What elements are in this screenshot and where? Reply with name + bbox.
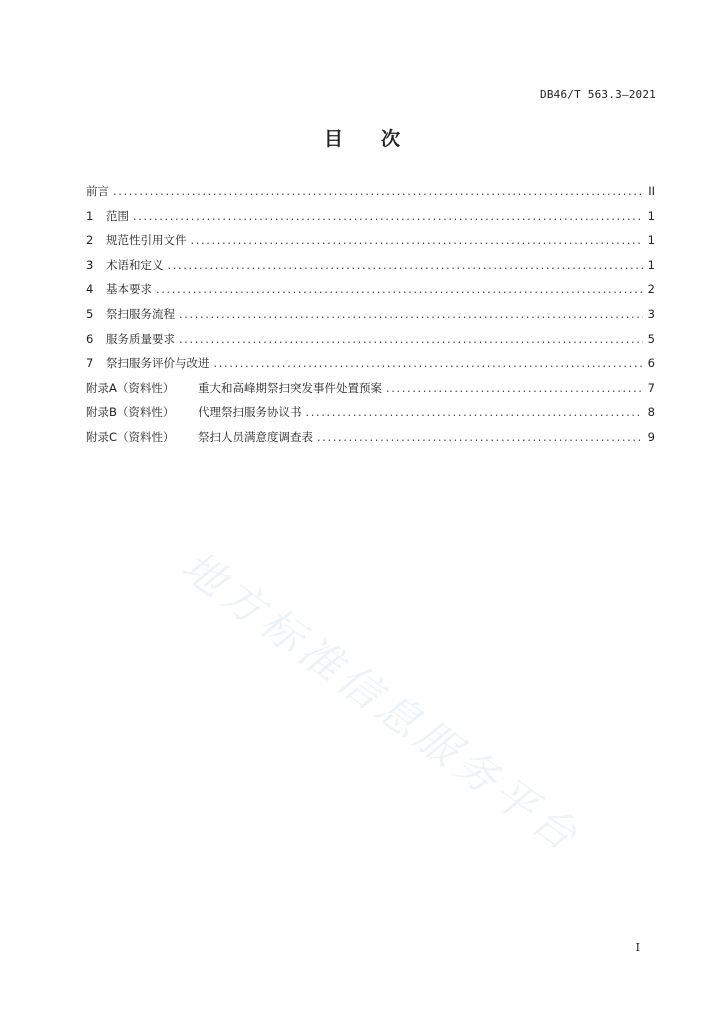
toc-entry-appendix-b[interactable] [86, 404, 655, 429]
dot-leader [386, 381, 643, 395]
page-number: I [635, 941, 640, 954]
toc-entry-number: 1 [86, 208, 94, 223]
document-code: DB46/T 563.3—2021 [540, 88, 656, 101]
toc-entry-evaluation-improvement[interactable] [86, 355, 655, 380]
toc-appendix-prefix: 附录A（资料性） [86, 380, 175, 395]
toc-entry-page: 5 [647, 331, 655, 346]
toc-entry-label: 服务质量要求 [106, 331, 175, 346]
dot-leader [179, 307, 643, 321]
toc-entry-label: 代理祭扫服务协议书 [198, 405, 302, 420]
toc-entry-terms-definitions[interactable] [86, 257, 655, 282]
toc-entry-page: 2 [647, 282, 655, 297]
toc-entry-page: 1 [647, 233, 655, 248]
toc-entry-label: 祭扫服务流程 [106, 306, 175, 321]
toc-entry-scope[interactable] [86, 208, 655, 233]
toc-entry-label: 规范性引用文件 [106, 233, 187, 248]
dot-leader [113, 184, 643, 198]
toc-entry-page: 8 [647, 405, 655, 420]
toc-entry-label: 前言 [86, 184, 109, 198]
toc-entry-page: 1 [647, 208, 655, 223]
toc-entry-label: 祭扫人员满意度调查表 [198, 429, 313, 444]
watermark: 地方标准信息服务平台 [172, 541, 591, 863]
dot-leader [306, 405, 644, 419]
toc-entry-number: 4 [86, 282, 94, 297]
toc-appendix-prefix: 附录B（资料性） [86, 405, 175, 420]
toc-entry-label: 术语和定义 [106, 257, 164, 272]
dot-leader [179, 332, 643, 346]
page-title-char-2: 次 [381, 128, 401, 150]
toc-appendix-prefix: 附录C（资料性） [86, 429, 175, 444]
dot-leader [214, 356, 644, 370]
toc-entry-label: 重大和高峰期祭扫突发事件处置预案 [198, 380, 382, 395]
toc-entry-label: 范围 [106, 208, 129, 223]
toc-entry-page: 1 [647, 257, 655, 272]
dot-leader [317, 430, 643, 444]
toc-entry-normative-references[interactable] [86, 232, 655, 257]
toc-entry-number: 2 [86, 233, 94, 248]
table-of-contents [86, 183, 655, 454]
toc-entry-service-quality[interactable] [86, 331, 655, 356]
toc-entry-appendix-a[interactable] [86, 380, 655, 405]
toc-entry-appendix-c[interactable] [86, 429, 655, 454]
toc-entry-number: 7 [86, 356, 94, 371]
toc-entry-basic-requirements[interactable] [86, 281, 655, 306]
toc-entry-foreword[interactable] [86, 183, 655, 208]
toc-entry-service-process[interactable] [86, 306, 655, 331]
toc-entry-page: 7 [647, 380, 655, 395]
dot-leader [133, 209, 643, 223]
toc-entry-page: II [648, 184, 655, 198]
toc-entry-page: 9 [647, 429, 655, 444]
toc-entry-number: 5 [86, 306, 94, 321]
toc-entry-label: 基本要求 [106, 282, 152, 297]
toc-entry-page: 3 [647, 306, 655, 321]
dot-leader [156, 282, 643, 296]
toc-entry-page: 6 [647, 356, 655, 371]
page-title [0, 124, 724, 151]
toc-entry-label: 祭扫服务评价与改进 [106, 356, 210, 371]
toc-entry-number: 6 [86, 331, 94, 346]
toc-entry-number: 3 [86, 257, 94, 272]
page-title-char-1: 目 [323, 128, 343, 150]
dot-leader [191, 233, 644, 247]
dot-leader [168, 258, 644, 272]
